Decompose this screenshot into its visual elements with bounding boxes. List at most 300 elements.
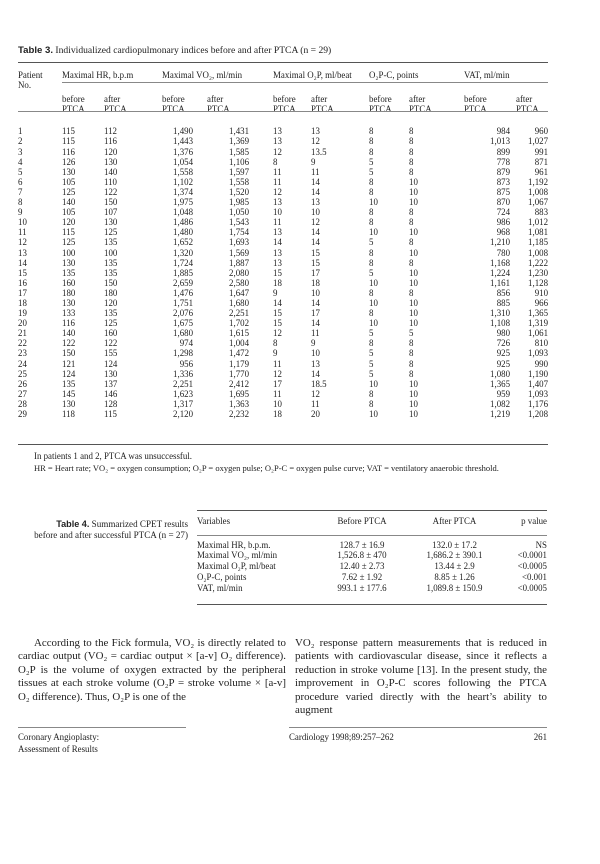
table-cell: 5 <box>369 328 374 339</box>
table-cell: 960 <box>534 126 548 137</box>
table-row <box>18 298 548 308</box>
table-row <box>18 136 548 146</box>
table-cell: 8 <box>409 348 414 359</box>
table-cell: 5 <box>369 166 374 177</box>
table-cell: 135 <box>62 378 76 389</box>
table-cell: 135 <box>104 308 118 319</box>
table-cell: 1,320 <box>173 247 193 258</box>
table-cell: 8 <box>409 126 414 137</box>
table-cell: 8 <box>369 176 374 187</box>
table-cell: 10 <box>409 197 418 208</box>
table-cell: Maximal HR, b.p.m. <box>197 539 271 550</box>
table-cell: 1,693 <box>229 237 249 248</box>
footer-rule-right <box>289 727 547 728</box>
col-patient-header: Patient No. <box>18 70 43 91</box>
table-cell: 121 <box>62 358 76 369</box>
table-cell: 8 <box>369 247 374 258</box>
table-cell: 100 <box>104 247 118 258</box>
table-cell: 4 <box>18 156 23 167</box>
table-cell: 1,975 <box>173 197 193 208</box>
t4-header-after: After PTCA <box>432 516 477 526</box>
table-row <box>18 177 548 187</box>
table-cell: 13 <box>311 197 320 208</box>
table-cell: 130 <box>62 398 76 409</box>
table-cell: 130 <box>62 166 76 177</box>
table-cell: 10 <box>409 308 418 319</box>
table-row <box>18 197 548 207</box>
table-cell: 125 <box>104 227 118 238</box>
subheader-before: before PTCA <box>162 94 185 115</box>
table-cell: 25 <box>18 368 27 379</box>
table-row <box>18 278 548 288</box>
table-cell: 2,251 <box>229 308 249 319</box>
table-cell: 1,013 <box>490 136 510 147</box>
table-cell: 1,208 <box>528 409 548 419</box>
table-cell: 11 <box>18 227 27 238</box>
table-cell: 5 <box>369 368 374 379</box>
subheader-before: before PTCA <box>62 94 85 115</box>
table-cell: 115 <box>104 409 117 419</box>
table-cell: 1,675 <box>173 318 193 329</box>
group-header-o2pc: O₂P-C, points <box>369 70 419 80</box>
table-cell: 132.0 ± 17.2 <box>432 539 477 550</box>
table-cell: 19 <box>18 308 27 319</box>
table-cell: 120 <box>104 146 118 157</box>
table-cell: 120 <box>62 217 76 228</box>
table-cell: 11 <box>273 176 282 187</box>
table-cell: <0.0001 <box>517 550 547 561</box>
table-cell: 8 <box>369 308 374 319</box>
table-cell: 140 <box>104 166 118 177</box>
table-row <box>197 540 547 551</box>
table-cell: 1,012 <box>528 217 548 228</box>
table-cell: 15 <box>311 257 320 268</box>
group-header-vat: VAT, ml/min <box>464 70 510 80</box>
table-cell: 10 <box>409 297 418 308</box>
table-row <box>18 248 548 258</box>
table-cell: 10 <box>409 186 418 197</box>
table-cell: 986 <box>496 217 510 228</box>
table-cell: 1,486 <box>173 217 193 228</box>
table-cell: 1,008 <box>528 247 548 258</box>
table-cell: 1,407 <box>528 378 548 389</box>
table-cell: 27 <box>18 388 27 399</box>
table-cell: 1,089.8 ± 150.9 <box>426 582 483 593</box>
table-cell: 140 <box>62 328 76 339</box>
table-cell: 18.5 <box>311 378 327 389</box>
table-cell: 10 <box>311 287 320 298</box>
table-cell: 8 <box>409 207 414 218</box>
table3-group-rule <box>62 82 548 83</box>
table-cell: 871 <box>534 156 548 167</box>
table-cell: 8 <box>409 166 414 177</box>
table-row <box>18 389 548 399</box>
table-cell: 1,695 <box>229 388 249 399</box>
table-cell: 1,008 <box>528 186 548 197</box>
table-cell: 2,251 <box>173 378 193 389</box>
table-cell: 8 <box>409 257 414 268</box>
table-cell: 1,004 <box>229 338 249 349</box>
table3-title: Individualized cardiopulmonary indices before and after PTCA (n = 29) <box>55 45 332 56</box>
table3-label: Table 3. <box>18 45 54 56</box>
table3-body <box>18 126 548 419</box>
table-cell: 1 <box>18 126 23 137</box>
table-cell: 13 <box>18 247 27 258</box>
table3 <box>18 70 548 419</box>
table-cell: 1,210 <box>490 237 510 248</box>
table-cell: 1,219 <box>490 409 510 419</box>
table-cell: 6 <box>18 176 23 187</box>
table-cell: 10 <box>409 247 418 258</box>
table-cell: NS <box>535 539 547 550</box>
table-cell: 20 <box>311 409 320 419</box>
table-cell: 8 <box>369 136 374 147</box>
table-cell: 10 <box>273 398 282 409</box>
t4-header-before: Before PTCA <box>337 516 387 526</box>
table4-header-row <box>197 516 547 527</box>
table-cell: 1,310 <box>490 308 510 319</box>
table-cell: 8 <box>409 156 414 167</box>
table-cell: 110 <box>104 176 117 187</box>
table-cell: 1,365 <box>490 378 510 389</box>
table-cell: 130 <box>62 297 76 308</box>
table-cell: 13 <box>273 257 282 268</box>
table-cell: 10 <box>311 207 320 218</box>
table-cell: 873 <box>496 176 510 187</box>
table-cell: 1,885 <box>173 267 193 278</box>
table-cell: 925 <box>496 348 510 359</box>
table-cell: 13 <box>273 227 282 238</box>
table-cell: 1,106 <box>229 156 249 167</box>
table-cell: 124 <box>62 368 76 379</box>
table-cell: 8 <box>369 388 374 399</box>
subheader-after: after PTCA <box>207 94 230 115</box>
table-cell: 12 <box>18 237 27 248</box>
table-cell: 16 <box>18 277 27 288</box>
table-cell: 15 <box>18 267 27 278</box>
table-cell: 10 <box>369 197 378 208</box>
table-cell: 8 <box>409 358 414 369</box>
table3-note-unsuccessful: In patients 1 and 2, PTCA was unsuccessful. <box>34 451 193 461</box>
table-cell: 1,985 <box>229 197 249 208</box>
table-cell: 130 <box>104 368 118 379</box>
table-cell: 15 <box>273 308 282 319</box>
table-row <box>197 561 547 572</box>
table-cell: 8 <box>369 257 374 268</box>
table-cell: 1,093 <box>528 348 548 359</box>
table-cell: 1,080 <box>490 368 510 379</box>
table4-body <box>197 540 547 594</box>
table-cell: 14 <box>273 237 282 248</box>
footer-running-title: Coronary Angioplasty: Assessment of Results <box>18 732 100 754</box>
table-cell: 180 <box>62 287 76 298</box>
table-cell: 8 <box>369 398 374 409</box>
table-row <box>18 369 548 379</box>
table-cell: 125 <box>62 237 76 248</box>
table-cell: 8 <box>369 217 374 228</box>
table-cell: 1,176 <box>528 398 548 409</box>
table-cell: 1,680 <box>173 328 193 339</box>
table-cell: 12 <box>311 136 320 147</box>
table-row <box>18 217 548 227</box>
table-cell: 12.40 ± 2.73 <box>339 561 385 572</box>
table-cell: 10 <box>369 227 378 238</box>
table-cell: 810 <box>534 338 548 349</box>
table-cell: 137 <box>104 378 118 389</box>
table-cell: 1,558 <box>173 166 193 177</box>
table-cell: 145 <box>62 388 76 399</box>
table-cell: 150 <box>104 277 118 288</box>
table-cell: 8 <box>369 186 374 197</box>
table-cell: 1,230 <box>528 267 548 278</box>
table-row <box>197 583 547 594</box>
table4-top-rule <box>197 510 547 511</box>
table-cell: 8.85 ± 1.26 <box>434 571 475 582</box>
table-cell: 724 <box>496 207 510 218</box>
table-cell: 11 <box>311 166 320 177</box>
table-cell: 17 <box>311 308 320 319</box>
table-cell: 133 <box>62 308 76 319</box>
table-cell: 10 <box>409 176 418 187</box>
table-cell: 1,365 <box>528 308 548 319</box>
table-cell: 1,317 <box>173 398 193 409</box>
table-cell: 150 <box>62 348 76 359</box>
table-cell: 17 <box>311 267 320 278</box>
table-cell: 1,751 <box>173 297 193 308</box>
table-cell: 8 <box>273 156 278 167</box>
table-cell: 14 <box>311 368 320 379</box>
subheader-after: after PTCA <box>409 94 432 115</box>
table-cell: 10 <box>369 277 378 288</box>
table-cell: 125 <box>104 318 118 329</box>
table-cell: 18 <box>18 297 27 308</box>
table-cell: 1,686.2 ± 390.1 <box>426 550 483 561</box>
table-cell: 13 <box>311 126 320 137</box>
table-cell: 974 <box>179 338 193 349</box>
table-cell: 1,558 <box>229 176 249 187</box>
table-row <box>18 338 548 348</box>
subheader-after: after PTCA <box>311 94 334 115</box>
table-cell: 10 <box>311 348 320 359</box>
table-cell: 1,054 <box>173 156 193 167</box>
table-cell: 1,082 <box>490 398 510 409</box>
table-cell: 160 <box>104 328 118 339</box>
t4-header-pvalue: p value <box>521 516 547 526</box>
table4-bottom-rule <box>197 604 547 605</box>
table-cell: 8 <box>369 126 374 137</box>
body-text-right: VO₂ response pattern measurements that is reduced in patients with cardiovascular disease, since it reflects a reduction in stroke volume [13]. In the present study, the improvement in O₂P-C scores following the PTCA procedure varied directly with the heart’s ability to augment <box>295 637 547 717</box>
table-cell: 12 <box>273 368 282 379</box>
table-cell: 1,108 <box>490 318 510 329</box>
table-cell: 879 <box>496 166 510 177</box>
table-row <box>18 409 548 419</box>
table-cell: 1,050 <box>229 207 249 218</box>
table-cell: 10 <box>273 207 282 218</box>
table-cell: 23 <box>18 348 27 359</box>
table-cell: 1,067 <box>528 197 548 208</box>
table-cell: 13 <box>273 136 282 147</box>
group-header-hr: Maximal HR, b.p.m <box>62 70 134 80</box>
table-cell: 875 <box>496 186 510 197</box>
table-cell: 966 <box>534 297 548 308</box>
table-cell: 14 <box>18 257 27 268</box>
table-cell: 18 <box>311 277 320 288</box>
table-cell: 14 <box>311 186 320 197</box>
table-cell: 1,222 <box>528 257 548 268</box>
table-cell: 5 <box>18 166 23 177</box>
table-cell: 1,476 <box>173 287 193 298</box>
table-cell: 5 <box>409 328 414 339</box>
table-cell: 10 <box>369 378 378 389</box>
table-cell: 1,526.8 ± 470 <box>337 550 387 561</box>
table-cell: 11 <box>273 388 282 399</box>
table-cell: 135 <box>62 267 76 278</box>
table-cell: 8 <box>409 217 414 228</box>
table-cell: 120 <box>104 297 118 308</box>
table-row <box>18 237 548 247</box>
table-cell: 28 <box>18 398 27 409</box>
table-cell: 1,724 <box>173 257 193 268</box>
table-cell: 14 <box>311 237 320 248</box>
table-cell: 8 <box>409 136 414 147</box>
table-cell: 115 <box>62 136 75 147</box>
table-cell: 1,190 <box>528 368 548 379</box>
page-number: 261 <box>533 732 547 742</box>
table-cell: 925 <box>496 358 510 369</box>
table-cell: 1,298 <box>173 348 193 359</box>
table-cell: 899 <box>496 146 510 157</box>
table-cell: 122 <box>104 186 118 197</box>
footer-rule-left <box>18 727 186 728</box>
table-cell: 13 <box>273 126 282 137</box>
table-cell: 1,168 <box>490 257 510 268</box>
table-row <box>18 187 548 197</box>
table-cell: 11 <box>273 166 282 177</box>
table-cell: 10 <box>409 318 418 329</box>
table-cell: 8 <box>409 237 414 248</box>
table-cell: 10 <box>409 267 418 278</box>
table-cell: 10 <box>369 318 378 329</box>
table-cell: 883 <box>534 207 548 218</box>
table-cell: 993.1 ± 177.6 <box>337 582 387 593</box>
table-cell: 5 <box>369 358 374 369</box>
table-cell: 14 <box>311 227 320 238</box>
table-cell: 1,597 <box>229 166 249 177</box>
group-header-o2p: Maximal O₂P, ml/beat <box>273 70 352 80</box>
table-cell: 9 <box>311 156 316 167</box>
table-cell: 984 <box>496 126 510 137</box>
table-cell: 13 <box>311 358 320 369</box>
table-cell: 2,232 <box>229 409 249 419</box>
table-cell: 126 <box>62 156 76 167</box>
table-cell: 1,431 <box>229 126 249 137</box>
table-cell: 1,623 <box>173 388 193 399</box>
table-cell: 180 <box>104 287 118 298</box>
table-cell: 1,081 <box>528 227 548 238</box>
table-cell: 10 <box>409 378 418 389</box>
table-cell: 1,543 <box>229 217 249 228</box>
table-cell: 10 <box>409 277 418 288</box>
table-cell: 726 <box>496 338 510 349</box>
table-cell: 1,615 <box>229 328 249 339</box>
table-cell: 135 <box>104 267 118 278</box>
table-cell: 3 <box>18 146 23 157</box>
table-cell: 10 <box>409 409 418 419</box>
table-cell: 9 <box>273 287 278 298</box>
table-row <box>18 258 548 268</box>
table-cell: 959 <box>496 388 510 399</box>
table-cell: 5 <box>369 237 374 248</box>
table3-caption <box>18 45 331 56</box>
table-cell: 10 <box>18 217 27 228</box>
table-cell: 22 <box>18 338 27 349</box>
table-cell: 1,102 <box>173 176 193 187</box>
table-cell: 155 <box>104 348 118 359</box>
table-cell: 12 <box>311 217 320 228</box>
table-cell: 9 <box>18 207 23 218</box>
table-row <box>18 328 548 338</box>
table-cell: 8 <box>369 287 374 298</box>
table-cell: 10 <box>369 297 378 308</box>
table-cell: 13 <box>273 197 282 208</box>
subheader-before: before PTCA <box>369 94 392 115</box>
table-cell: 990 <box>534 358 548 369</box>
table4-title-line1: Summarized CPET results <box>91 519 188 529</box>
table4 <box>197 516 547 593</box>
table-cell: 778 <box>496 156 510 167</box>
table-cell: 10 <box>369 409 378 419</box>
table-row <box>197 550 547 561</box>
table-cell: 2,120 <box>173 409 193 419</box>
table-cell: 1,185 <box>528 237 548 248</box>
table-cell: 115 <box>62 227 75 238</box>
table-cell: 14 <box>311 176 320 187</box>
table-cell: 10 <box>409 227 418 238</box>
table-cell: 140 <box>62 197 76 208</box>
footer-journal-citation: Cardiology 1998;89:257–262 <box>289 732 394 742</box>
table-cell: 1,048 <box>173 207 193 218</box>
table-cell: 1,652 <box>173 237 193 248</box>
table-cell: 10 <box>409 388 418 399</box>
table-cell: 1,647 <box>229 287 249 298</box>
table-cell: 780 <box>496 247 510 258</box>
table-cell: 12 <box>273 186 282 197</box>
table-cell: 11 <box>311 328 320 339</box>
table-cell: 14 <box>311 318 320 329</box>
table-cell: 1,336 <box>173 368 193 379</box>
table3-header-rule <box>18 111 548 112</box>
table-cell: 1,319 <box>528 318 548 329</box>
table-cell: 20 <box>18 318 27 329</box>
table-cell: 1,093 <box>528 388 548 399</box>
table-cell: 2,076 <box>173 308 193 319</box>
table-cell: 9 <box>311 338 316 349</box>
table-cell: 1,027 <box>528 136 548 147</box>
table-cell: 5 <box>369 267 374 278</box>
subheader-before: before PTCA <box>464 94 487 115</box>
table-cell: 9 <box>273 348 278 359</box>
table-cell: <0.0005 <box>517 582 547 593</box>
table-row <box>197 572 547 583</box>
table-cell: 5 <box>369 156 374 167</box>
table-cell: VAT, ml/min <box>197 582 243 593</box>
table-cell: 968 <box>496 227 510 238</box>
table-cell: 105 <box>62 176 76 187</box>
table-cell: 1,472 <box>229 348 249 359</box>
table-cell: 14 <box>273 297 282 308</box>
table-row <box>18 308 548 318</box>
table-cell: 128 <box>104 398 118 409</box>
